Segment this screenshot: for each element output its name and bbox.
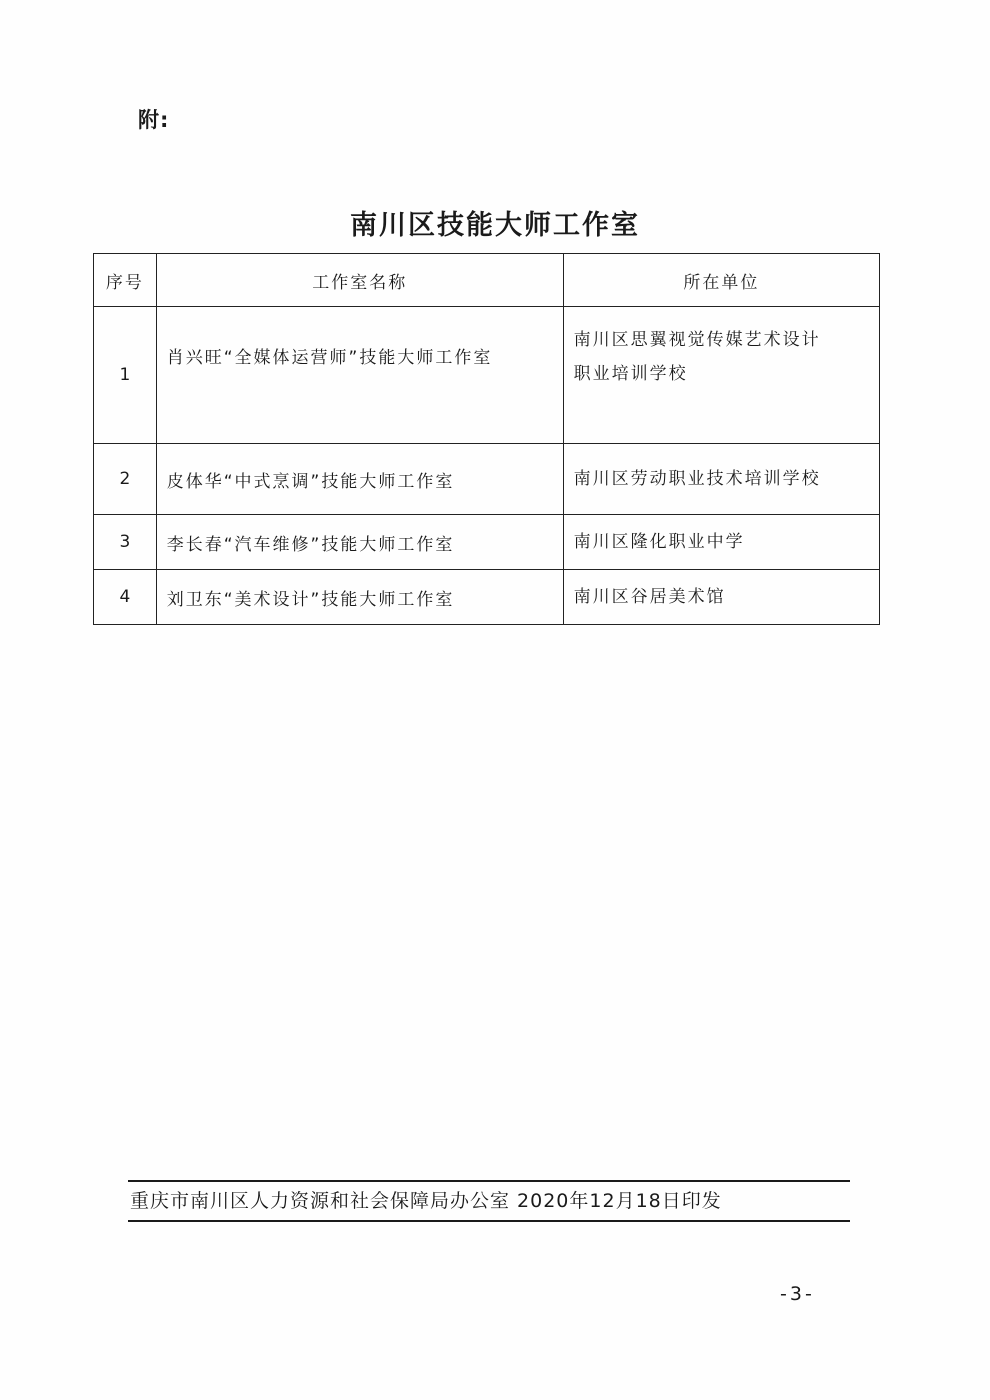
row-unit-line: 职业培训学校 bbox=[573, 364, 688, 384]
row-unit bbox=[563, 307, 879, 444]
page-number: -3- bbox=[780, 1283, 815, 1305]
row-unit bbox=[563, 444, 879, 515]
row-studio-name: 刘卫东“美术设计”技能大师工作室 bbox=[156, 570, 563, 625]
footer-top-rule bbox=[128, 1180, 850, 1182]
table-header-row bbox=[94, 254, 880, 307]
row-serial-number: 4 bbox=[94, 570, 157, 625]
row-studio-name: 肖兴旺“全媒体运营师”技能大师工作室 bbox=[156, 307, 563, 444]
row-studio-name: 皮体华“中式烹调”技能大师工作室 bbox=[156, 444, 563, 515]
page-title: 南川区技能大师工作室 bbox=[350, 210, 640, 241]
table-row bbox=[94, 515, 880, 570]
header-studio-name: 工作室名称 bbox=[156, 254, 563, 307]
table-row bbox=[94, 444, 880, 515]
footer-bottom-rule bbox=[128, 1220, 850, 1222]
studio-table bbox=[93, 253, 880, 625]
row-unit-line: 南川区劳动职业技术培训学校 bbox=[573, 469, 821, 489]
header-unit: 所在单位 bbox=[563, 254, 879, 307]
row-unit bbox=[563, 570, 879, 625]
attachment-label: 附: bbox=[138, 108, 170, 132]
footer-issuer-line: 重庆市南川区人力资源和社会保障局办公室 2020年12月18日印发 bbox=[130, 1190, 722, 1212]
row-serial-number: 1 bbox=[94, 307, 157, 444]
row-unit bbox=[563, 515, 879, 570]
row-serial-number: 2 bbox=[94, 444, 157, 515]
row-unit-line: 南川区隆化职业中学 bbox=[573, 532, 745, 552]
row-serial-number: 3 bbox=[94, 515, 157, 570]
row-unit-line: 南川区思翼视觉传媒艺术设计 bbox=[573, 330, 821, 350]
table-row bbox=[94, 570, 880, 625]
table-row bbox=[94, 307, 880, 444]
header-serial-number: 序号 bbox=[94, 254, 157, 307]
row-unit-line: 南川区谷居美术馆 bbox=[573, 587, 726, 607]
row-studio-name: 李长春“汽车维修”技能大师工作室 bbox=[156, 515, 563, 570]
